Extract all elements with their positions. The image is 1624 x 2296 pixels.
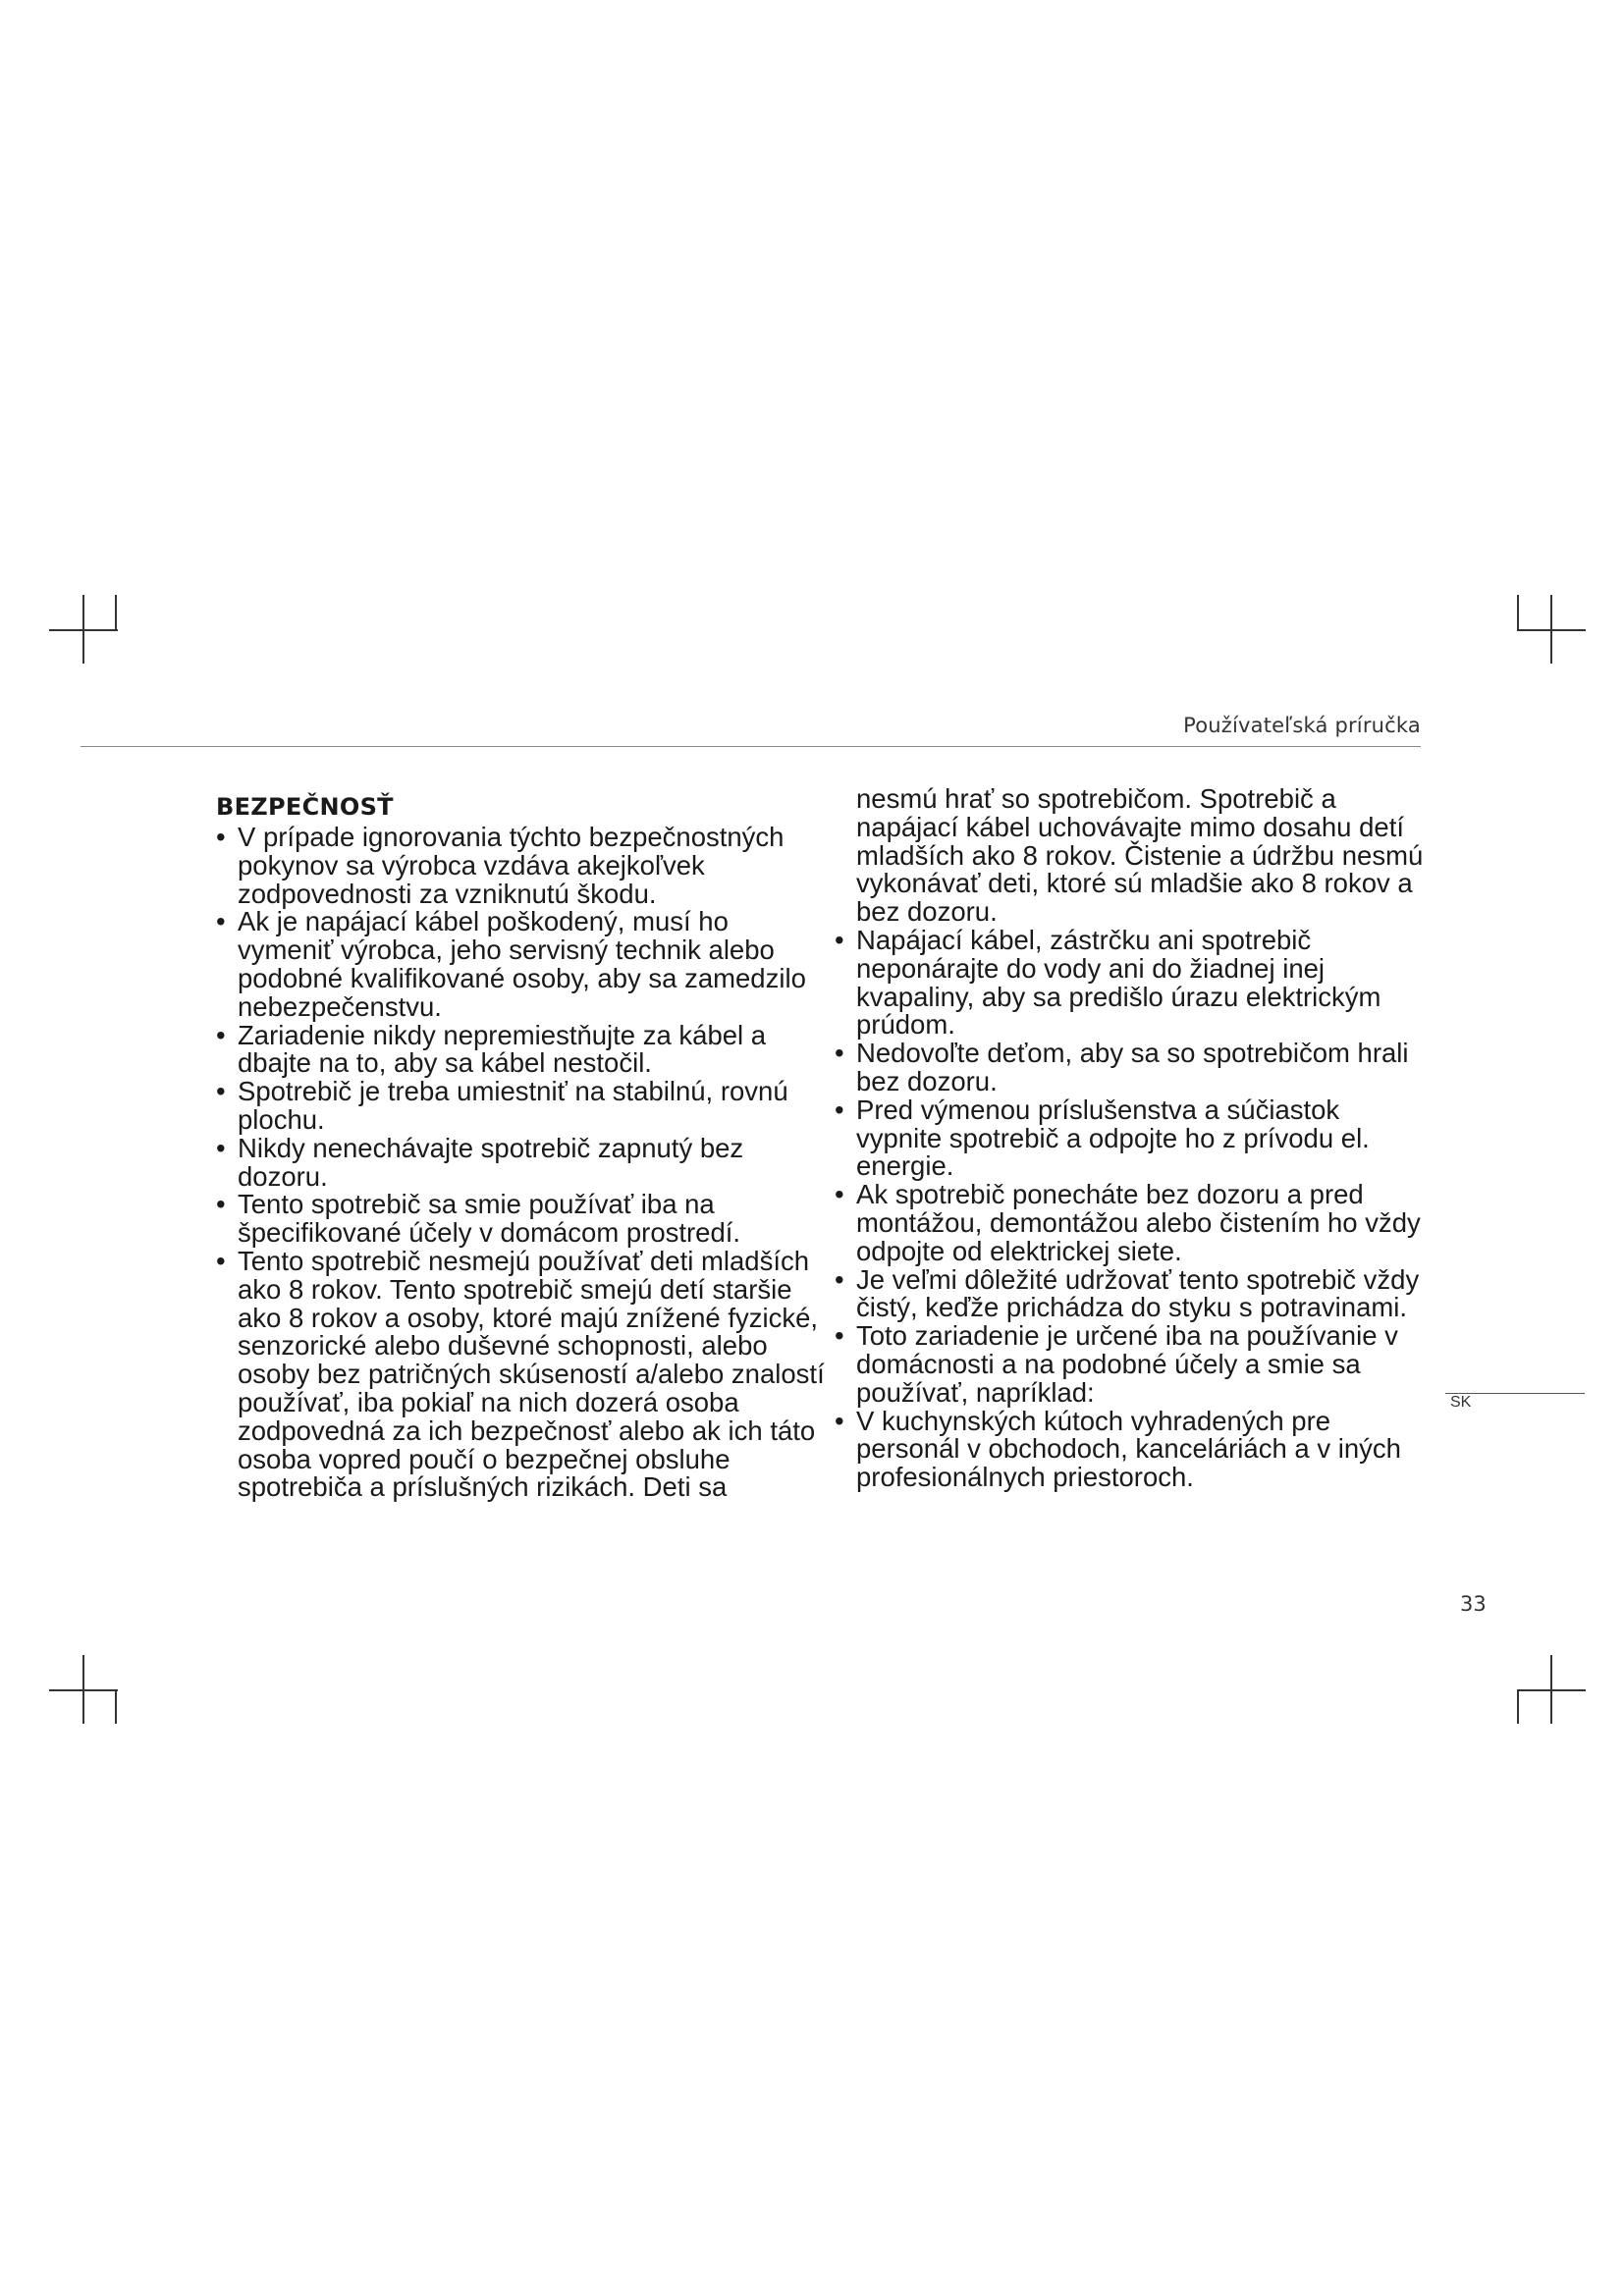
list-item: • Ak spotrebič ponecháte bez dozoru a pred montážou, demontážou alebo čistením ho vždy odpojte od elektrickej siete. — [835, 1181, 1424, 1265]
crop-mark — [115, 595, 117, 629]
page-header-title: Používateľská príručka — [1183, 714, 1421, 737]
list-item: • Nikdy nenechávajte spotrebič zapnutý bez dozoru. — [216, 1135, 825, 1192]
safety-list-left — [216, 824, 825, 1502]
crop-mark — [82, 595, 84, 664]
crop-mark — [1517, 595, 1519, 629]
list-item: • V kuchynských kútoch vyhradených pre personál v obchodoch, kanceláriách a v iných profesionálnych priestoroch. — [835, 1408, 1424, 1492]
crop-mark — [1550, 595, 1552, 664]
list-item: • Spotrebič je treba umiestniť na stabilnú, rovnú plochu. — [216, 1078, 825, 1135]
list-item: • Tento spotrebič sa smie používať iba na špecifikované účely v domácom prostredí. — [216, 1191, 825, 1248]
right-column — [835, 785, 1424, 1492]
list-item-continuation: nesmú hrať so spotrebičom. Spotrebič a napájací kábel uchovávajte mimo dosahu detí mladších ako 8 rokov. Čistenie a údržbu nesmú vykonávať deti, ktoré sú mladšie ako 8 rokov a bez dozoru. — [856, 783, 1424, 928]
list-item: • Zariadenie nikdy nepremiestňujte za kábel a dbajte na to, aby sa kábel nestočil. — [216, 1022, 825, 1079]
list-item: • Nedovoľte deťom, aby sa so spotrebičom hrali bez dozoru. — [835, 1040, 1424, 1096]
list-item: • V prípade ignorovania týchto bezpečnostných pokynov sa výrobca vzdáva akejkoľvek zodpovednosti za vzniknutú škodu. — [216, 824, 825, 908]
list-item: • Ak je napájací kábel poškodený, musí ho vymeniť výrobca, jeho servisný technik alebo podobné kvalifikované osoby, aby sa zamedzilo nebezpečenstvu. — [216, 908, 825, 1021]
crop-mark — [1517, 1689, 1519, 1724]
header-divider — [81, 746, 1421, 747]
safety-list-right — [835, 924, 1424, 1493]
list-item: • Toto zariadenie je určené iba na používanie v domácnosti a na podobné účely a smie sa používať, napríklad: — [835, 1322, 1424, 1407]
list-item: • Pred výmenou príslušenstva a súčiastok vypnite spotrebič a odpojte ho z prívodu el. energie. — [835, 1096, 1424, 1181]
list-item: • Napájací kábel, zástrčku ani spotrebič neponárajte do vody ani do žiadnej inej kvapaliny, aby sa predišlo úrazu elektrickým prúdom. — [835, 927, 1424, 1040]
page-number: 33 — [1460, 1592, 1487, 1616]
crop-mark — [115, 1689, 117, 1724]
left-column — [216, 785, 825, 1502]
list-item: • Tento spotrebič nesmejú používať deti mladších ako 8 rokov. Tento spotrebič smejú detí staršie ako 8 rokov a osoby, ktoré majú znížené fyzické, senzorické alebo duševné schopnosti, alebo osoby bez patričných skúseností a/alebo znalostí používať, iba pokiaľ na nich dozerá osoba zodpovedná za ich bezpečnosť alebo ak ich táto osoba vopred poučí o bezpečnej obsluhe spotrebiča a príslušných rizikách. Deti sa — [216, 1248, 825, 1502]
language-code: SK — [1450, 1394, 1472, 1411]
crop-mark — [1550, 1655, 1552, 1724]
section-title: BEZPEČNOSŤ — [216, 793, 394, 821]
crop-mark — [82, 1655, 84, 1724]
list-item: • Je veľmi dôležité udržovať tento spotrebič vždy čistý, keďže prichádza do styku s potravinami. — [835, 1266, 1424, 1323]
